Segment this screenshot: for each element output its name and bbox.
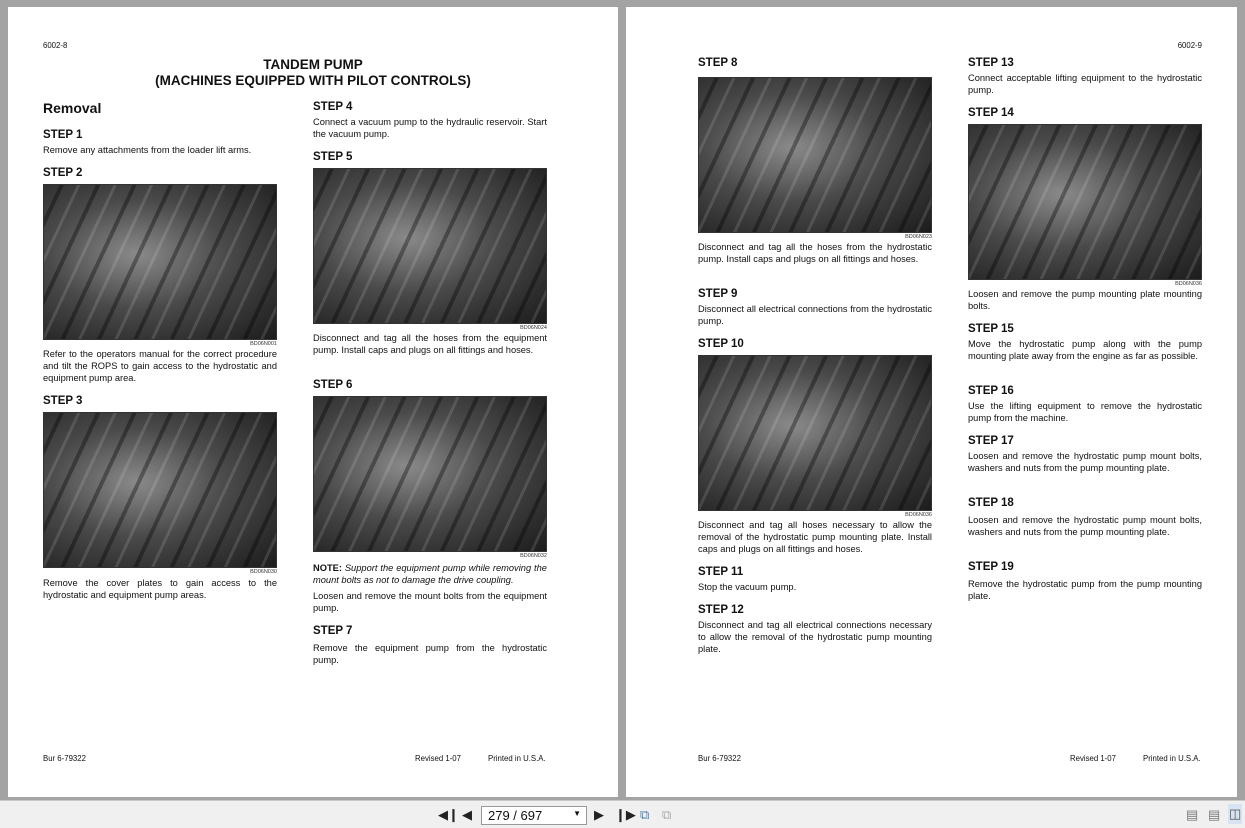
step-photo	[968, 124, 1202, 280]
step-heading: STEP 7	[313, 625, 353, 637]
right-page	[626, 7, 1237, 797]
figure-code: BD06N032	[520, 553, 547, 559]
page-selector[interactable]	[481, 806, 587, 825]
footer-printed: Printed in U.S.A.	[1143, 754, 1201, 763]
step-text: Remove the equipment pump from the hydrostatic pump.	[313, 643, 547, 665]
note-label: NOTE:	[313, 563, 342, 573]
step-heading: STEP 10	[698, 338, 744, 350]
figure-code: BD06N024	[520, 325, 547, 331]
chevron-down-icon[interactable]: ▼	[573, 809, 581, 818]
step-text: Refer to the operators manual for the correct procedure and tilt the ROPS to gain access to the hydrostatic and equipment pump area.	[43, 349, 277, 383]
step-photo	[698, 355, 932, 511]
step-text: Disconnect and tag all the hoses from the equipment pump. Install caps and plugs on all fittings and hoses.	[313, 333, 547, 355]
step-heading: STEP 3	[43, 395, 83, 407]
step-heading: STEP 13	[968, 57, 1014, 69]
footer-doc: Bur 6-79322	[698, 754, 741, 763]
step-text: Disconnect and tag all the hoses from the hydrostatic pump. Install caps and plugs on all fittings and hoses.	[698, 242, 932, 264]
note-text: Support the equipment pump while removing the mount bolts as not to damage the drive coupling.	[313, 563, 547, 585]
footer-doc: Bur 6-79322	[43, 754, 86, 763]
left-page	[8, 7, 618, 797]
page-subtitle: (MACHINES EQUIPPED WITH PILOT CONTROLS)	[155, 73, 471, 88]
footer-printed: Printed in U.S.A.	[488, 754, 546, 763]
step-heading: STEP 5	[313, 151, 353, 163]
step-text: Stop the vacuum pump.	[698, 582, 797, 592]
step-text: Connect acceptable lifting equipment to the hydrostatic pump.	[968, 73, 1202, 95]
next-page-icon[interactable]: ▶	[594, 807, 604, 822]
first-page-icon[interactable]: ◀❙	[438, 807, 459, 822]
step-text: Use the lifting equipment to remove the hydrostatic pump from the machine.	[968, 401, 1202, 423]
page-title: TANDEM PUMP	[263, 57, 363, 72]
step-text: Disconnect and tag all hoses necessary to allow the removal of the hydrostatic pump mounting plate. Install caps and plugs on all fittings and hoses.	[698, 520, 932, 554]
page-layout-alt-icon[interactable]: ⧉	[662, 807, 672, 822]
step-text: Loosen and remove the pump mounting plate mounting bolts.	[968, 289, 1202, 311]
figure-code: BD06N023	[905, 234, 932, 240]
figure-code: BD06N030	[250, 569, 277, 575]
figure-code: BD06N036	[905, 512, 932, 518]
step-text: Remove any attachments from the loader lift arms.	[43, 145, 252, 155]
step-heading: STEP 6	[313, 379, 353, 391]
step-photo	[313, 168, 547, 324]
step-photo	[43, 184, 277, 340]
step-heading: STEP 8	[698, 57, 738, 69]
figure-code: BD06N036	[1175, 281, 1202, 287]
step-heading: STEP 4	[313, 101, 353, 113]
step-heading: STEP 18	[968, 497, 1014, 509]
step-photo	[313, 396, 547, 552]
two-page-icon[interactable]: ◫	[1228, 804, 1242, 824]
page-input[interactable]: 279 / 697	[488, 808, 543, 823]
step-text: Move the hydrostatic pump along with the pump mounting plate away from the engine as far as possible.	[968, 339, 1202, 361]
step-text: Loosen and remove the hydrostatic pump mount bolts, washers and nuts from the pump mounting plate.	[968, 515, 1202, 537]
step-heading: STEP 19	[968, 561, 1014, 573]
page-number: 6002-8	[43, 41, 68, 50]
note	[313, 562, 547, 586]
step-heading: STEP 17	[968, 435, 1014, 447]
step-text: Loosen and remove the mount bolts from the equipment pump.	[313, 591, 547, 613]
step-text: Connect a vacuum pump to the hydraulic reservoir. Start the vacuum pump.	[313, 117, 547, 139]
step-heading: STEP 1	[43, 129, 83, 141]
last-page-icon[interactable]: ❙▶	[615, 807, 636, 822]
page-layout-icon[interactable]: ⧉	[640, 807, 650, 822]
step-text: Loosen and remove the hydrostatic pump mount bolts, washers and nuts from the pump mounting plate.	[968, 451, 1202, 473]
step-heading: STEP 11	[698, 566, 744, 578]
step-photo	[43, 412, 277, 568]
step-text: Disconnect and tag all electrical connections necessary to allow the removal of the hydrostatic pump mounting plate.	[698, 620, 932, 654]
step-text: Remove the hydrostatic pump from the pump mounting plate.	[968, 579, 1202, 601]
step-heading: STEP 2	[43, 167, 83, 179]
viewer-toolbar	[0, 800, 1245, 828]
continuous-page-icon[interactable]: ▤	[1208, 807, 1221, 822]
figure-code: BD06N001	[250, 341, 277, 347]
step-text: Remove the cover plates to gain access to the hydrostatic and equipment pump areas.	[43, 578, 277, 600]
step-heading: STEP 12	[698, 604, 744, 616]
footer-revised: Revised 1-07	[415, 754, 461, 763]
footer-revised: Revised 1-07	[1070, 754, 1116, 763]
section-heading: Removal	[43, 100, 102, 116]
previous-page-icon[interactable]: ◀	[462, 807, 472, 822]
single-page-icon[interactable]: ▤	[1186, 807, 1199, 822]
step-heading: STEP 14	[968, 107, 1014, 119]
step-photo	[698, 77, 932, 233]
page-number: 6002-9	[1177, 41, 1202, 50]
step-heading: STEP 16	[968, 385, 1014, 397]
step-heading: STEP 9	[698, 288, 738, 300]
step-heading: STEP 15	[968, 323, 1014, 335]
step-text: Disconnect all electrical connections from the hydrostatic pump.	[698, 304, 932, 326]
